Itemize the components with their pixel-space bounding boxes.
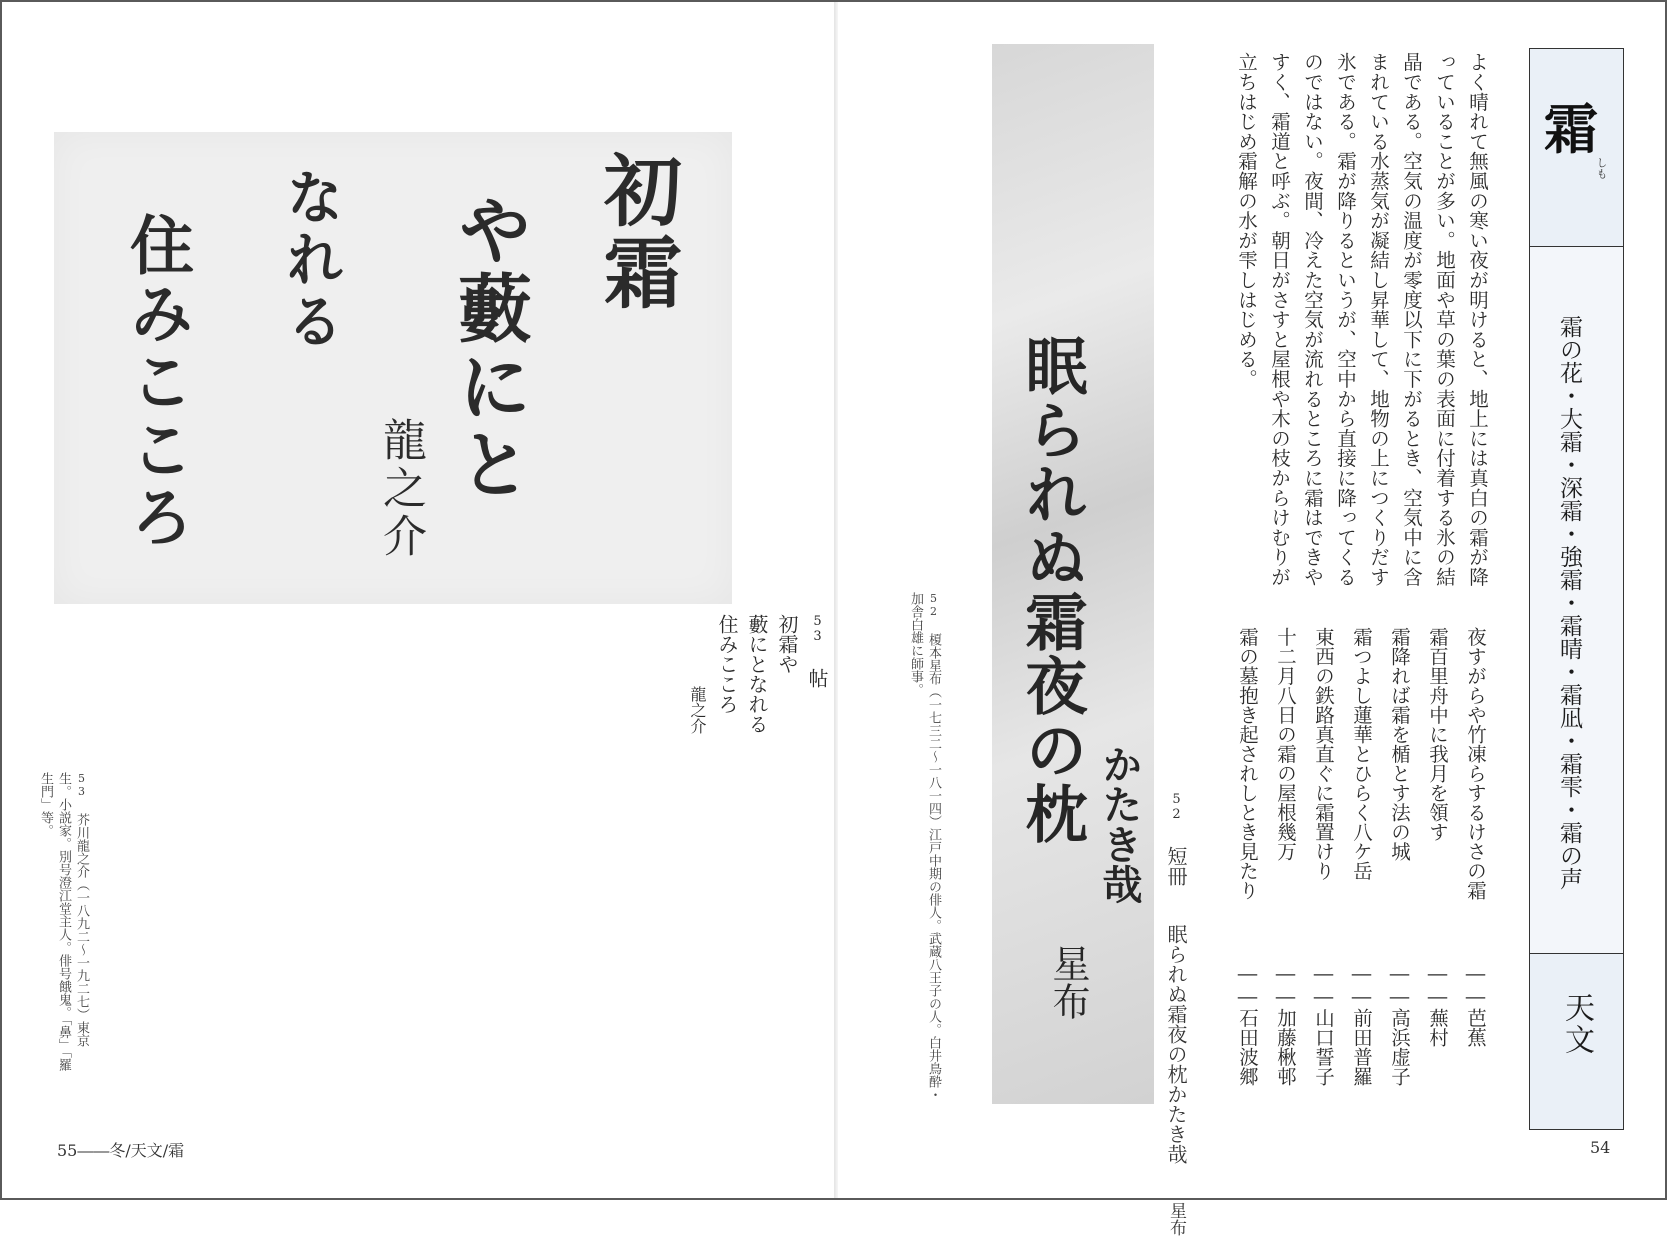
haiku-poem: 夜すがらや竹凍らするけさの霜 <box>1464 627 1487 900</box>
haiku-poet: ――石田波郷 <box>1236 962 1259 1086</box>
calligraphy-signature: 星布 <box>1046 944 1090 1020</box>
kigo-heading <box>1530 49 1623 247</box>
caption-53-poem-line-2: 藪にとなれる <box>745 614 769 734</box>
haiku-poem: 十二月八日の霜の屋根幾万 <box>1274 627 1297 861</box>
note-53-text: 芥川龍之介（一八九二〜一九二七）東京生。小説家。別号澄江堂主人。俳号餓鬼。「鼻」「羅生門」等。 <box>38 772 89 1071</box>
note-52-number: 52 <box>927 592 940 618</box>
haiku-poem: 霜つよし蓮華とひらく八ケ岳 <box>1350 627 1373 881</box>
kigo-aliases: 霜の花・大霜・深霜・強霜・霜晴・霜凪・霜雫・霜の声 <box>1556 315 1582 890</box>
calligraphy-column-4: 住みこころ <box>119 212 194 552</box>
caption-52-author: 星布 <box>1166 1202 1186 1236</box>
caption-52 <box>1162 792 1190 1236</box>
calligraphy-column-1: 眠られぬ霜夜の枕 <box>1015 334 1088 846</box>
note-53 <box>36 772 90 1072</box>
haiku-poet: ――加藤楸邨 <box>1274 962 1297 1086</box>
calligraphy-image-53 <box>54 132 732 604</box>
haiku-poet: ――蕪村 <box>1426 962 1449 1047</box>
caption-53-header <box>802 614 832 734</box>
kigo-title-box <box>1529 48 1624 1130</box>
haiku-item <box>1270 627 1302 1112</box>
kigo-title: 霜 <box>1544 97 1598 161</box>
haiku-item <box>1232 627 1264 1112</box>
page-number: 54 <box>1590 1138 1611 1157</box>
haiku-poet: ――前田普羅 <box>1350 962 1373 1086</box>
haiku-item <box>1422 627 1454 1112</box>
kigo-reading: しも <box>1595 157 1608 179</box>
caption-53 <box>682 614 832 734</box>
kigo-category-panel <box>1530 954 1623 1129</box>
haiku-item <box>1460 627 1492 1112</box>
haiku-poet: ――芭蕉 <box>1464 962 1487 1047</box>
haiku-item <box>1308 627 1340 1112</box>
note-52 <box>906 592 942 1112</box>
kigo-aliases-panel <box>1530 247 1623 954</box>
caption-52-form: 短冊 <box>1164 846 1188 886</box>
haiku-item <box>1384 627 1416 1112</box>
page-gutter <box>834 2 838 1198</box>
haiku-poem: 東西の鉄路真直ぐに霜置けり <box>1312 627 1335 881</box>
calligraphy-column-3: なれる <box>276 167 344 353</box>
calligraphy-column-2: かたき哉 <box>1096 744 1143 904</box>
caption-52-poem: 眠られぬ霜夜の枕かたき哉 <box>1164 924 1188 1164</box>
note-52-text: 榎本星布（一七三二〜一八一四）江戸中期の俳人。武蔵八王子の人。白井鳥酔・加舎白雄に師事。 <box>908 592 941 1101</box>
caption-53-form: 帖 <box>805 668 829 688</box>
haiku-poem: 霜百里舟中に我月を領す <box>1426 627 1449 842</box>
calligraphy-signature: 龍之介 <box>375 417 426 561</box>
haiku-poem: 霜降れば霜を楯とす法の城 <box>1388 627 1411 861</box>
caption-53-poem-line-1: 初霜や <box>775 614 799 674</box>
haiku-poem: 霜の墓抱き起されしとき見たり <box>1236 627 1259 900</box>
note-53-number: 53 <box>75 772 88 798</box>
haiku-poet: ――高浜虚子 <box>1388 962 1411 1086</box>
running-footer: 55――冬/天文/霜 <box>57 1141 185 1160</box>
haiku-item <box>1346 627 1378 1112</box>
calligraphy-image-52 <box>992 44 1154 1104</box>
caption-52-number: 52 <box>1169 792 1184 822</box>
caption-53-number: 53 <box>810 614 825 644</box>
calligraphy-column-2: や藪にと <box>446 192 532 504</box>
calligraphy-column-1: 初霜 <box>591 150 682 314</box>
caption-53-poem-line-3: 住みこころ <box>715 614 739 714</box>
caption-53-author: 龍之介 <box>688 686 707 734</box>
haiku-poet: ――山口誓子 <box>1312 962 1335 1086</box>
kigo-category: 天文 <box>1559 992 1594 1056</box>
kigo-description: よく晴れて無風の寒い夜が明けると、地上には真白の霜が降っていることが多い。地面や草の葉の表面に付着する氷の結晶である。空気の温度が零度以下に下がるとき、空気中に含まれている水蒸気が凝結し昇華して、地物の上につくりだす氷である。霜が降りるというが、空中から直接に降ってくるのではない。夜間、冷えた空気が流れるところに霜はできやすく、霜道と呼ぶ。朝日がさすと屋根や木の枝からけむりが立ちはじめ霜解の水が雫しはじめる。 <box>1235 52 1489 587</box>
example-haiku-list <box>1230 627 1492 1112</box>
